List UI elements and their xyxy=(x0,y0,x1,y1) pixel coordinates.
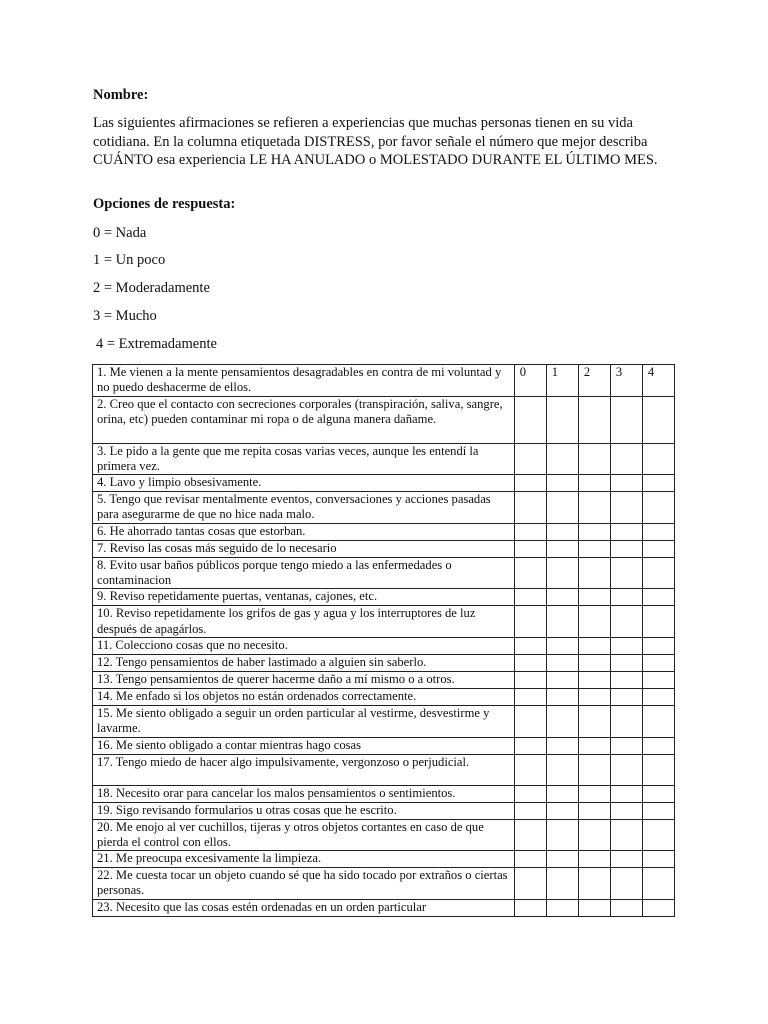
table-row xyxy=(93,492,675,524)
item-text: 11. Colecciono cosas que no necesito. xyxy=(93,637,515,654)
score-cell-0[interactable] xyxy=(514,523,546,540)
score-cell-3[interactable] xyxy=(610,654,642,671)
score-cell-0[interactable] xyxy=(514,868,546,900)
score-cell-2[interactable] xyxy=(578,557,610,589)
item-text: 12. Tengo pensamientos de haber lastimado a alguien sin saberlo. xyxy=(93,654,515,671)
response-option-1: 1 = Un poco xyxy=(93,252,166,268)
score-cell-2[interactable] xyxy=(578,754,610,785)
table-row xyxy=(93,705,675,737)
item-text: 22. Me cuesta tocar un objeto cuando sé que ha sido tocado por extraños o ciertas personas. xyxy=(93,868,515,900)
item-text: 19. Sigo revisando formularios u otras cosas que he escrito. xyxy=(93,802,515,819)
score-cell-4[interactable] xyxy=(642,606,674,638)
score-cell-3[interactable] xyxy=(610,705,642,737)
score-cell-0[interactable] xyxy=(514,754,546,785)
item-text: 9. Reviso repetidamente puertas, ventanas, cajones, etc. xyxy=(93,589,515,606)
score-cell-3[interactable] xyxy=(610,637,642,654)
score-cell-4[interactable] xyxy=(642,540,674,557)
table-row xyxy=(93,819,675,851)
score-header-4: 4 xyxy=(642,365,674,397)
score-cell-0[interactable] xyxy=(514,785,546,802)
response-option-0: 0 = Nada xyxy=(93,225,147,241)
score-cell-0[interactable] xyxy=(514,492,546,524)
score-cell-1[interactable] xyxy=(546,671,578,688)
table-row xyxy=(93,868,675,900)
table-row xyxy=(93,365,675,397)
score-cell-1[interactable] xyxy=(546,606,578,638)
item-text: 21. Me preocupa excesivamente la limpieza. xyxy=(93,851,515,868)
score-cell-1[interactable] xyxy=(546,557,578,589)
score-cell-1[interactable] xyxy=(546,396,578,443)
score-cell-2[interactable] xyxy=(578,899,610,916)
score-cell-2[interactable] xyxy=(578,671,610,688)
score-cell-4[interactable] xyxy=(642,523,674,540)
score-cell-4[interactable] xyxy=(642,557,674,589)
score-cell-0[interactable] xyxy=(514,540,546,557)
score-cell-2[interactable] xyxy=(578,540,610,557)
score-cell-1[interactable] xyxy=(546,688,578,705)
score-cell-4[interactable] xyxy=(642,637,674,654)
score-cell-4[interactable] xyxy=(642,868,674,900)
score-cell-3[interactable] xyxy=(610,688,642,705)
item-text: 6. He ahorrado tantas cosas que estorban. xyxy=(93,523,515,540)
score-cell-4[interactable] xyxy=(642,443,674,475)
item-text: 16. Me siento obligado a contar mientras hago cosas xyxy=(93,737,515,754)
score-cell-4[interactable] xyxy=(642,475,674,492)
response-option-4: 4 = Extremadamente xyxy=(96,336,217,352)
score-cell-3[interactable] xyxy=(610,492,642,524)
score-header-3: 3 xyxy=(610,365,642,397)
score-cell-1[interactable] xyxy=(546,475,578,492)
item-text: 8. Evito usar baños públicos porque tengo miedo a las enfermedades o contaminacion xyxy=(93,557,515,589)
score-cell-3[interactable] xyxy=(610,737,642,754)
score-cell-2[interactable] xyxy=(578,654,610,671)
score-cell-0[interactable] xyxy=(514,737,546,754)
score-cell-4[interactable] xyxy=(642,785,674,802)
score-cell-4[interactable] xyxy=(642,654,674,671)
response-option-2: 2 = Moderadamente xyxy=(93,280,210,296)
score-cell-2[interactable] xyxy=(578,688,610,705)
item-text: 2. Creo que el contacto con secreciones corporales (transpiración, saliva, sangre, orina, etc) pueden contaminar mi ropa o de alguna manera dañame. xyxy=(93,396,515,443)
score-cell-4[interactable] xyxy=(642,851,674,868)
score-cell-4[interactable] xyxy=(642,754,674,785)
score-cell-4[interactable] xyxy=(642,802,674,819)
score-cell-1[interactable] xyxy=(546,705,578,737)
response-options-title: Opciones de respuesta: xyxy=(93,196,236,212)
score-cell-3[interactable] xyxy=(610,851,642,868)
score-cell-4[interactable] xyxy=(642,899,674,916)
item-text: 17. Tengo miedo de hacer algo impulsivamente, vergonzoso o perjudicial. xyxy=(93,754,515,785)
score-cell-0[interactable] xyxy=(514,475,546,492)
score-cell-2[interactable] xyxy=(578,443,610,475)
table-row xyxy=(93,606,675,638)
score-cell-1[interactable] xyxy=(546,523,578,540)
table-row xyxy=(93,637,675,654)
score-cell-3[interactable] xyxy=(610,606,642,638)
score-cell-4[interactable] xyxy=(642,396,674,443)
score-cell-4[interactable] xyxy=(642,737,674,754)
score-cell-1[interactable] xyxy=(546,654,578,671)
score-cell-2[interactable] xyxy=(578,606,610,638)
table-row xyxy=(93,671,675,688)
score-cell-1[interactable] xyxy=(546,851,578,868)
score-cell-0[interactable] xyxy=(514,688,546,705)
item-text: 14. Me enfado si los objetos no están ordenados correctamente. xyxy=(93,688,515,705)
score-cell-4[interactable] xyxy=(642,589,674,606)
score-cell-4[interactable] xyxy=(642,492,674,524)
score-cell-2[interactable] xyxy=(578,589,610,606)
score-cell-4[interactable] xyxy=(642,671,674,688)
item-text: 3. Le pido a la gente que me repita cosas varias veces, aunque les entendí la primera vez. xyxy=(93,443,515,475)
score-cell-0[interactable] xyxy=(514,802,546,819)
score-cell-4[interactable] xyxy=(642,688,674,705)
score-cell-3[interactable] xyxy=(610,523,642,540)
score-cell-3[interactable] xyxy=(610,475,642,492)
questionnaire-table xyxy=(92,364,675,917)
score-cell-4[interactable] xyxy=(642,705,674,737)
table-row xyxy=(93,589,675,606)
score-cell-2[interactable] xyxy=(578,705,610,737)
score-cell-3[interactable] xyxy=(610,785,642,802)
score-cell-0[interactable] xyxy=(514,671,546,688)
score-cell-0[interactable] xyxy=(514,396,546,443)
table-row xyxy=(93,754,675,785)
response-option-3: 3 = Mucho xyxy=(93,308,157,324)
name-label: Nombre: xyxy=(93,87,149,103)
item-text: 20. Me enojo al ver cuchillos, tijeras y otros objetos cortantes en caso de que pierda el control con ellos. xyxy=(93,819,515,851)
item-text: 15. Me siento obligado a seguir un orden particular al vestirme, desvestirme y lavarme. xyxy=(93,705,515,737)
score-cell-1[interactable] xyxy=(546,492,578,524)
table-row xyxy=(93,540,675,557)
score-cell-0[interactable] xyxy=(514,819,546,851)
item-text: 4. Lavo y limpio obsesivamente. xyxy=(93,475,515,492)
table-row xyxy=(93,443,675,475)
score-cell-0[interactable] xyxy=(514,899,546,916)
score-cell-2[interactable] xyxy=(578,637,610,654)
score-cell-1[interactable] xyxy=(546,899,578,916)
item-text: 5. Tengo que revisar mentalmente eventos, conversaciones y acciones pasadas para asegurarme de que no hice nada malo. xyxy=(93,492,515,524)
score-cell-2[interactable] xyxy=(578,785,610,802)
item-text: 23. Necesito que las cosas estén ordenadas en un orden particular xyxy=(93,899,515,916)
score-cell-1[interactable] xyxy=(546,737,578,754)
score-cell-1[interactable] xyxy=(546,819,578,851)
score-cell-2[interactable] xyxy=(578,475,610,492)
item-text: 13. Tengo pensamientos de querer hacerme daño a mí mismo o a otros. xyxy=(93,671,515,688)
item-text: 18. Necesito orar para cancelar los malos pensamientos o sentimientos. xyxy=(93,785,515,802)
score-cell-3[interactable] xyxy=(610,396,642,443)
score-cell-3[interactable] xyxy=(610,754,642,785)
table-row xyxy=(93,802,675,819)
table-row xyxy=(93,899,675,916)
table-row xyxy=(93,785,675,802)
score-header-0: 0 xyxy=(514,365,546,397)
score-header-1: 1 xyxy=(546,365,578,397)
score-cell-2[interactable] xyxy=(578,851,610,868)
score-cell-0[interactable] xyxy=(514,589,546,606)
table-row xyxy=(93,396,675,443)
item-text: 10. Reviso repetidamente los grifos de gas y agua y los interruptores de luz después de apagárlos. xyxy=(93,606,515,638)
table-row xyxy=(93,654,675,671)
score-cell-1[interactable] xyxy=(546,637,578,654)
score-cell-3[interactable] xyxy=(610,868,642,900)
score-header-2: 2 xyxy=(578,365,610,397)
score-cell-1[interactable] xyxy=(546,868,578,900)
table-row xyxy=(93,557,675,589)
score-cell-3[interactable] xyxy=(610,819,642,851)
score-cell-2[interactable] xyxy=(578,396,610,443)
instructions-paragraph: Las siguientes afirmaciones se refieren a experiencias que muchas personas tienen en su vida cotidiana. En la columna etiquetada DISTRESS, por favor señale el número que mejor describa CUÁNTO esa experiencia LE HA ANULADO o MOLESTADO DURANTE EL ÚLTIMO MES. xyxy=(93,115,658,168)
table-row xyxy=(93,851,675,868)
score-cell-2[interactable] xyxy=(578,737,610,754)
item-text: 1. Me vienen a la mente pensamientos desagradables en contra de mi voluntad y no puedo deshacerme de ellos. xyxy=(93,365,515,397)
score-cell-3[interactable] xyxy=(610,671,642,688)
score-cell-0[interactable] xyxy=(514,606,546,638)
score-cell-1[interactable] xyxy=(546,443,578,475)
score-cell-1[interactable] xyxy=(546,540,578,557)
score-cell-0[interactable] xyxy=(514,443,546,475)
score-cell-1[interactable] xyxy=(546,589,578,606)
score-cell-2[interactable] xyxy=(578,819,610,851)
item-text: 7. Reviso las cosas más seguido de lo necesario xyxy=(93,540,515,557)
table-row xyxy=(93,523,675,540)
score-cell-0[interactable] xyxy=(514,851,546,868)
score-cell-0[interactable] xyxy=(514,705,546,737)
table-row xyxy=(93,688,675,705)
score-cell-0[interactable] xyxy=(514,654,546,671)
score-cell-4[interactable] xyxy=(642,819,674,851)
score-cell-3[interactable] xyxy=(610,589,642,606)
score-cell-3[interactable] xyxy=(610,899,642,916)
score-cell-0[interactable] xyxy=(514,557,546,589)
score-cell-3[interactable] xyxy=(610,443,642,475)
table-row xyxy=(93,737,675,754)
score-cell-2[interactable] xyxy=(578,523,610,540)
score-cell-0[interactable] xyxy=(514,637,546,654)
score-cell-2[interactable] xyxy=(578,868,610,900)
score-cell-1[interactable] xyxy=(546,754,578,785)
table-row xyxy=(93,475,675,492)
score-cell-3[interactable] xyxy=(610,540,642,557)
score-cell-2[interactable] xyxy=(578,802,610,819)
score-cell-1[interactable] xyxy=(546,802,578,819)
score-cell-1[interactable] xyxy=(546,785,578,802)
score-cell-3[interactable] xyxy=(610,802,642,819)
score-cell-3[interactable] xyxy=(610,557,642,589)
score-cell-2[interactable] xyxy=(578,492,610,524)
